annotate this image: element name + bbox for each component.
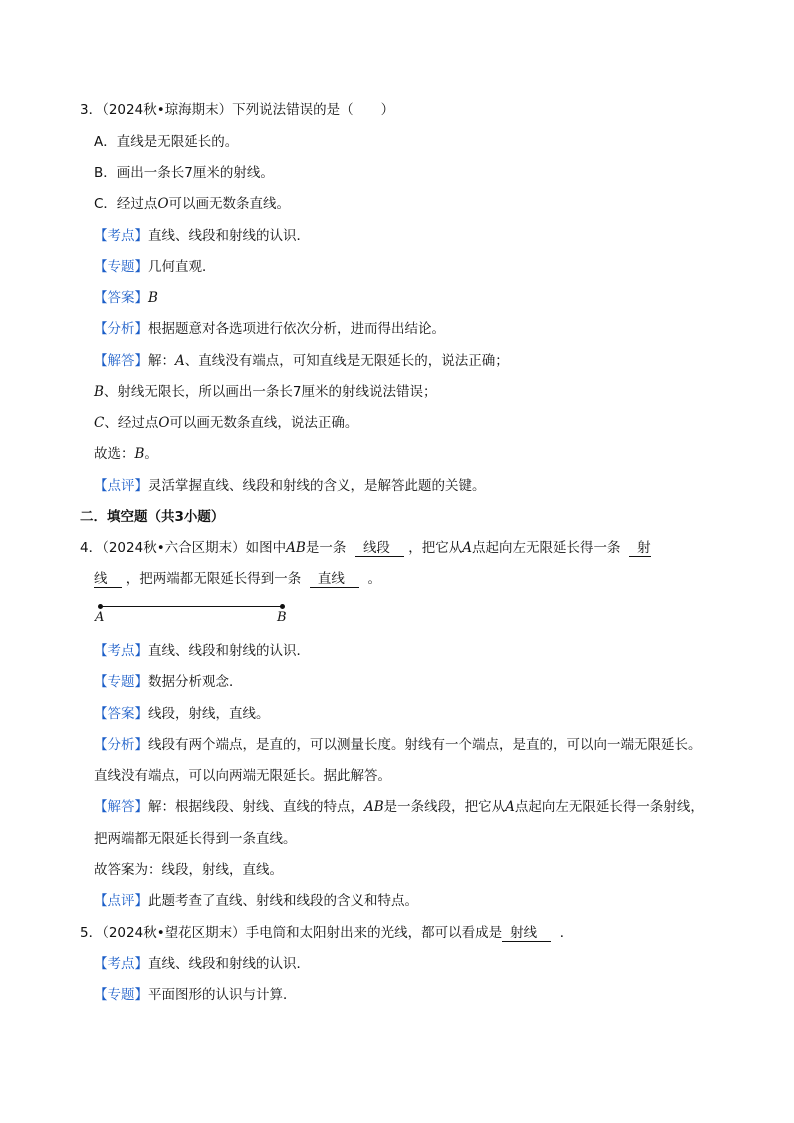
q4-stem-line2 (94, 570, 381, 588)
q3-option-a-text: A．直线是无限延长的。 (94, 134, 239, 150)
q3-source: （2024秋•琼海期末） (102, 102, 233, 118)
q3-option-b (94, 164, 274, 182)
kaodian-text: 直线、线段和射线的认识． (148, 643, 310, 659)
q4-text-5: ，把两端都无限延长得到一条 (125, 571, 302, 587)
q4-answer (94, 705, 270, 723)
q3-zhuanti (94, 258, 216, 276)
solution-text-1: 、直线没有端点，可知直线是无限延长的，说法正确； (184, 353, 509, 369)
q5-source: （2024秋•望花区期末） (102, 925, 246, 941)
solution-text-3a: 、经过点 (104, 415, 159, 431)
conclusion-post: 。 (144, 446, 158, 462)
analysis-text-2: 直线没有端点，可以向两端无限延长。据此解答。 (94, 768, 391, 784)
zhuanti-tag: 【专题】 (94, 987, 148, 1003)
solution-text-1a: 解：根据线段、射线、直线的特点， (148, 799, 364, 815)
zhuanti-tag: 【专题】 (94, 259, 148, 275)
q4-solution-line2 (94, 830, 297, 848)
solution-tag: 【解答】 (94, 353, 148, 369)
answer-tag: 【答案】 (94, 706, 148, 722)
q3-stem (80, 101, 394, 119)
solution-text-2: 、射线无限长，所以画出一条长7厘米的射线说法错误； (103, 384, 437, 400)
answer-text: 线段，射线，直线。 (148, 706, 270, 722)
q4-source: （2024秋•六合区期末） (102, 540, 246, 556)
kaodian-tag: 【考点】 (94, 228, 148, 244)
solution-var-a: A (175, 353, 185, 369)
q3-text: 下列说法错误的是（ ） (232, 102, 395, 118)
q4-analysis-line1 (94, 736, 702, 754)
analysis-text: 根据题意对各选项进行依次分析，进而得出结论。 (148, 321, 445, 337)
q3-answer (94, 289, 158, 307)
q4-comment (94, 892, 418, 910)
q3-number: 3． (80, 102, 103, 118)
q4-analysis-line2 (94, 767, 391, 785)
point-b-dot (280, 604, 285, 609)
solution-var-b: B (94, 384, 104, 400)
kaodian-tag: 【考点】 (94, 956, 148, 972)
answer-text: B (148, 290, 158, 306)
zhuanti-text: 数据分析观念． (148, 674, 243, 690)
solution-text-3b: 可以画无数条直线，说法正确。 (169, 415, 359, 431)
q3-option-b-text: B．画出一条长7厘米的射线。 (94, 165, 274, 181)
q3-comment (94, 477, 486, 495)
q3-solution-line2 (94, 383, 437, 401)
kaodian-text: 直线、线段和射线的认识． (148, 228, 310, 244)
q4-text-6: 。 (367, 571, 381, 587)
solution-text-1b: 是一条线段，把它从 (383, 799, 506, 815)
point-b-label: B (277, 610, 287, 625)
q4-stem-line1 (80, 539, 651, 557)
q3-option-c-pre: C．经过点 (94, 196, 158, 212)
q3-kaodian (94, 227, 310, 245)
conclusion-text: 故答案为：线段，射线，直线。 (94, 862, 283, 878)
comment-text: 此题考查了直线、射线和线段的含义和特点。 (148, 893, 418, 909)
q4-text-3: ，把它从 (408, 540, 463, 556)
q4-blank-1: 线段 (355, 540, 404, 557)
conclusion-pre: 故选： (94, 446, 135, 462)
analysis-tag: 【分析】 (94, 321, 148, 337)
solution-tag: 【解答】 (94, 799, 148, 815)
q4-number: 4． (80, 540, 103, 556)
q3-solution-line3 (94, 414, 358, 432)
q3-solution-line1 (94, 352, 509, 370)
q5-zhuanti (94, 986, 297, 1004)
solution-pre: 解： (148, 353, 175, 369)
q4-text-4: 点起向左无限延长得一条 (471, 540, 621, 556)
q3-option-c-post: 可以画无数条直线。 (168, 196, 291, 212)
q5-kaodian (94, 955, 310, 973)
point-a-label: A (95, 610, 105, 625)
segment-figure (94, 600, 304, 628)
q3-option-c-var: O (157, 196, 169, 212)
zhuanti-text: 几何直观． (148, 259, 216, 275)
q5-stem (80, 924, 573, 942)
analysis-tag: 【分析】 (94, 737, 148, 753)
zhuanti-text: 平面图形的认识与计算． (148, 987, 297, 1003)
comment-tag: 【点评】 (94, 478, 148, 494)
q4-conclusion (94, 861, 283, 879)
analysis-text-1: 线段有两个端点，是直的，可以测量长度。射线有一个端点，是直的，可以向一端无限延长。 (148, 737, 702, 753)
q4-kaodian (94, 642, 310, 660)
q3-analysis (94, 320, 445, 338)
answer-tag: 【答案】 (94, 290, 148, 306)
conclusion-var: B (134, 446, 145, 462)
kaodian-tag: 【考点】 (94, 643, 148, 659)
solution-var-o: O (158, 415, 170, 431)
zhuanti-tag: 【专题】 (94, 674, 148, 690)
q5-number: 5． (80, 925, 103, 941)
comment-text: 灵活掌握直线、线段和射线的含义，是解答此题的关键。 (148, 478, 486, 494)
section-heading: 二．填空题（共3小题） (80, 509, 225, 525)
q3-option-c (94, 195, 290, 213)
q4-var-a: A (462, 540, 472, 556)
q4-blank-3: 直线 (310, 571, 359, 588)
q4-text-1: 如图中 (245, 540, 287, 556)
q3-conclusion (94, 445, 158, 463)
solution-var-ab: AB (364, 799, 384, 815)
point-a-dot (98, 604, 103, 609)
q5-text: 手电筒和太阳射出来的光线，都可以看成是 (245, 925, 503, 941)
q5-end: ． (559, 925, 574, 941)
q4-blank-2b: 线 (94, 571, 122, 588)
q5-blank: 射线 (502, 925, 551, 942)
q4-zhuanti (94, 673, 243, 691)
q3-option-a (94, 133, 238, 151)
comment-tag: 【点评】 (94, 893, 148, 909)
kaodian-text: 直线、线段和射线的认识． (148, 956, 310, 972)
segment-line (100, 606, 282, 607)
solution-text-1c: 点起向左无限延长得一条射线， (514, 799, 704, 815)
solution-var-a: A (505, 799, 515, 815)
q4-solution-line1 (94, 798, 704, 816)
solution-var-c: C (94, 415, 105, 431)
q4-blank-2a: 射 (629, 540, 651, 557)
q4-var-ab: AB (286, 540, 306, 556)
solution-text-2: 把两端都无限延长得到一条直线。 (94, 831, 297, 847)
q4-text-2: 是一条 (305, 540, 347, 556)
